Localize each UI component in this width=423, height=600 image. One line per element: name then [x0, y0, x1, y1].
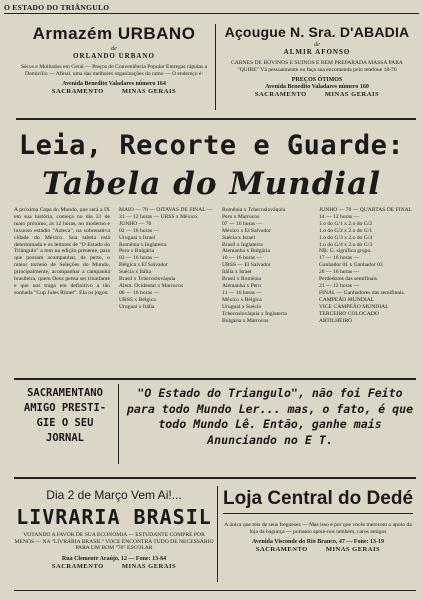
- schedule-line: 1.o do G/2 x 2.o do G/1: [319, 227, 373, 234]
- schedule-line: URSS x Bélgica: [119, 296, 156, 303]
- ad-state-name: MINAS GERAIS: [121, 88, 177, 96]
- ad-acougue: [220, 24, 414, 98]
- ad-armazem-urbano: [16, 24, 212, 95]
- ad-body: Sêcos e Molhados em Geral — Preços de Conveniência Popular Entregas rápidas a Domicílio — Afinal, uma das melhores organizações do ramo — O endereço é:: [20, 64, 208, 77]
- ad-address: Avenida Benedito Valadares número 164: [62, 81, 166, 88]
- ad-body: CARNES DE BOVINOS E SUINOS E BEM PREPARADA MASSA PARA "QUIBE" Vá pessoalmente ou faça sua encomenda pelo telefone 18-70: [231, 60, 403, 73]
- masthead: O ESTADO DO TRIÂNGULO: [4, 3, 110, 12]
- ad-address: Avenida Benedito Valadares número 160: [265, 84, 369, 91]
- schedule-line: Suécia x Itália: [119, 269, 151, 276]
- ad-city: [220, 546, 416, 553]
- ad-state-name: MINAS GERAIS: [324, 91, 380, 99]
- schedule-line: FINAL — Ganhadores das semifinais.: [319, 289, 406, 296]
- schedule-line: Romênia x Inglaterra: [119, 241, 167, 248]
- schedule-line: 07 — 16 horas —: [222, 220, 263, 227]
- schedule-line: 14 — 12 horas —: [319, 213, 360, 220]
- schedule-line: 1.o do G/3 x 2.o do G/4: [319, 234, 373, 241]
- schedule-line: 31 — 12 horas — URSS x México.: [119, 213, 199, 220]
- schedule-line: Romênia x Tchecoslováquia: [222, 207, 286, 213]
- schedule-line: Peru x Marrocos: [222, 213, 260, 220]
- headline: Leia, Recorte e Guarde:: [18, 130, 405, 161]
- schedule-line: VICE CAMPEÃO MUNDIAL: [319, 303, 389, 310]
- section-rule: [16, 118, 416, 120]
- promo-line: SACRAMENTANO: [27, 387, 103, 399]
- schedule-line: Uruguai x Israel: [119, 234, 156, 241]
- ad-body: VOTANDO A FAVOR DE SUA ECONOMIA — ESTUDANTE COMPRE POR MENOS — NA "LIVRARIA BRASIL" VOCE ENCONTRA TUDO DE NECESSÁRIO PARA UM BOM "70" ESCOLAR: [14, 532, 214, 552]
- ad-title-rule: [223, 513, 413, 514]
- ad-city: [16, 88, 212, 95]
- schedule-line: Perdedores das semifinais: [319, 276, 378, 283]
- schedule-line: JUNHO — 70: [119, 220, 152, 227]
- schedule-line: México x Bélgica: [222, 296, 262, 303]
- schedule-line: Alemanha x Peru: [222, 282, 261, 289]
- schedule-line: Tchecoslováquia x Inglaterra: [222, 310, 287, 317]
- ad-address: Rua Clemente Araújo, 12 — Fone: 13-64: [61, 555, 167, 562]
- schedule-line: 1.o do G/1 x 2.o do G/2: [319, 220, 373, 227]
- ad-city-name: SACRAMENTO: [254, 91, 307, 99]
- ad-divider: [217, 486, 218, 582]
- bottom-rule: [14, 590, 416, 591]
- schedule-line: MAIO — 70 — OITAVAS DE FINAL —: [119, 207, 213, 213]
- promo-right: "O Estado do Triangulo", não foi Feito para todo Mundo Ler... mas, o fato, é que todo Mundo Lê. Então, ganhe mais Anunciando no E T.: [126, 386, 414, 447]
- ad-city-name: SACRAMENTO: [255, 546, 308, 554]
- schedule-line: 21 — 12 horas —: [319, 282, 360, 289]
- schedule-line: 20 — 16 horas —: [319, 269, 360, 276]
- schedule-line: Brasil x Tchecoslováquia: [119, 276, 176, 283]
- ad-title: Armazém URBANO: [32, 24, 196, 43]
- ad-loja-central: [220, 488, 416, 553]
- schedule-line: Ganhador 01 x Ganhador 03: [319, 262, 383, 269]
- ad-city: [14, 563, 214, 570]
- ad-city-name: SACRAMENTO: [51, 562, 104, 570]
- schedule-line: JUNHO — 70 — QUARTAS DE FINAL: [319, 207, 413, 213]
- schedule-line: Bulgária x Marrocos: [222, 317, 269, 324]
- ad-de: de: [314, 42, 320, 48]
- schedule-line: Bélgica x El Salvador: [119, 262, 168, 269]
- schedule-line: Uruguai x Itália: [119, 303, 155, 310]
- ad-divider: [215, 24, 216, 110]
- schedule-line: 17 — 16 horas —: [319, 255, 360, 262]
- schedule-line: CAMPEÃO MUNDIAL: [319, 296, 375, 303]
- schedule-line: Peru x Bulgária: [119, 248, 155, 255]
- schedule-line: Itália x Israel: [222, 269, 252, 276]
- schedule-line: Brasil x Inglaterra: [222, 241, 263, 248]
- subheadline: Tabela do Mundial: [41, 166, 382, 202]
- schedule-line: Uruguai x Suécia: [222, 303, 261, 310]
- schedule-line: Alem. Ocidental x Marrocos: [119, 282, 183, 289]
- schedule-line: Alemanha x Bulgária: [222, 248, 270, 255]
- top-rule: [4, 13, 419, 14]
- promo-line: GIE O SEU: [36, 417, 94, 429]
- schedule-line: 03 — 16 horas —: [119, 255, 160, 262]
- promo-left: [14, 386, 116, 446]
- schedule-line: ARTILHEIRO: [319, 317, 353, 324]
- promo-line: JORNAL: [46, 432, 84, 444]
- schedule-line: URSS — El Salvador: [222, 262, 271, 269]
- intro-text: A próxima Copa do Mundo, que será a IX em sua história, começa no dia 31 de maio próximo, as 12 horas, no moderno e luxuoso estádio "Azteca", na sobrenativa cidade do México. Sua tabela está determinada e os leitores de "O Estado do Triângulo" a tem na edição presente, para que possam acompanhar, de perto, o maior torneio de Seleções do Mundo, principalmente, acompanhar a campanha brasileira, quem Deus pensa ser triunfante e que nos traga em definitivo a tão sonhada "Cup Jules Rimet". Ela os jogos:: [14, 207, 110, 296]
- schedule-line: NB: G. significa grupo.: [319, 248, 372, 255]
- ad-city: [220, 91, 414, 98]
- schedule-column-b: [222, 207, 314, 324]
- promo-line: AMIGO PRESTI-: [23, 402, 107, 414]
- schedule-line: 06 — 16 horas —: [119, 289, 160, 296]
- ad-owner: ALMIR AFONSO: [283, 48, 351, 56]
- promo-divider: [118, 384, 119, 464]
- ad-owner: ORLANDO URBANO: [73, 52, 155, 60]
- ad-address: Avenida Visconde do Rio Branco, 47 — Fone: 13-19: [251, 539, 385, 546]
- ad-body: A única que reis de seus fregueses — Mas isso é por que vocês merecem o apoio da loja da bagunça — portanto apoie-nos também, caros amigos: [224, 522, 412, 535]
- ad-title: Açougue N. Sra. D'ABADIA: [224, 24, 410, 40]
- ad-title: LIVRARIA BRASIL: [16, 505, 212, 529]
- schedule-line: TERCEIRO COLOCADO: [319, 310, 379, 317]
- schedule-line: 10 — 16 horas —: [222, 255, 263, 262]
- ad-livraria-brasil: [14, 488, 214, 570]
- schedule-line: Brasil x Romênia: [222, 276, 262, 283]
- ad-title: Loja Central do Dedé: [222, 488, 414, 509]
- schedule-line: 1.o do G/4 x 2.o do G/3: [319, 241, 373, 248]
- section-rule: [14, 378, 416, 380]
- schedule-line: México x El Salvador: [222, 227, 271, 234]
- schedule-line: Suécia x Israel: [222, 234, 255, 241]
- schedule-column-c: [319, 207, 417, 324]
- ad-date: Dia 2 de Março Vem Ai!...: [46, 488, 182, 502]
- section-rule: [14, 477, 416, 479]
- ad-state-name: MINAS GERAIS: [121, 562, 177, 570]
- ad-city-name: SACRAMENTO: [51, 88, 104, 96]
- schedule-line: 02 — 16 horas —: [119, 227, 160, 234]
- schedule-column-a: [119, 207, 215, 311]
- schedule-line: 11 — 16 horas —: [222, 289, 262, 296]
- ad-prices: PREÇOS ÓTIMOS: [291, 77, 343, 84]
- ad-de: de: [111, 46, 117, 52]
- ad-state-name: MINAS GERAIS: [325, 546, 381, 554]
